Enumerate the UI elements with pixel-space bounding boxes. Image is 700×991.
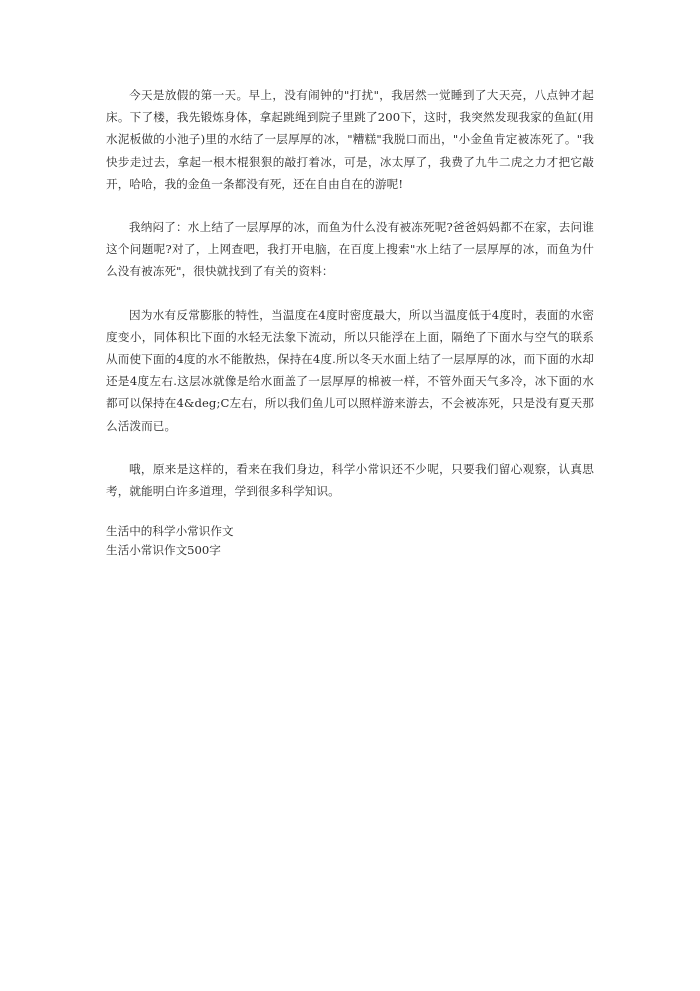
paragraph-4: 哦，原来是这样的，看来在我们身边，科学小常识还不少呢，只要我们留心观察，认真思考，就能明白许多道理，学到很多科学知识。 [106,461,594,499]
related-articles [106,522,594,560]
document-page [106,84,594,560]
related-article-2: 生活小常识作文500字 [106,543,221,558]
paragraph-1: 今天是放假的第一天。早上，没有闹钟的"打扰"，我居然一觉睡到了大天亮，八点钟才起床。下了楼，我先锻炼身体，拿起跳绳到院子里跳了200下，这时，我突然发现我家的鱼缸(用水泥板做的小池子)里的水结了一层厚厚的冰，"糟糕"我脱口而出，"小金鱼肯定被冻死了。"我快步走过去，拿起一根木棍狠狠的敲打着冰，可是，冰太厚了，我费了九牛二虎之力才把它敲开，哈哈，我的金鱼一条都没有死，还在自由自在的游呢! [106,88,594,191]
related-article-1: 生活中的科学小常识作文 [106,524,234,539]
paragraph-3: 因为水有反常膨胀的特性，当温度在4度时密度最大，所以当温度低于4度时，表面的水密度变小，同体积比下面的水轻无法象下流动，所以只能浮在上面，隔绝了下面水与空气的联系从而使下面的4度的水不能散热，保持在4度.所以冬天水面上结了一层厚厚的冰，而下面的水却还是4度左右.这层冰就像是给水面盖了一层厚厚的棉被一样，不管外面天气多冷，冰下面的水都可以保持在4&deg;C左右，所以我们鱼儿可以照样游来游去，不会被冻死，只是没有夏天那么活泼而已。 [106,307,594,433]
paragraph-2: 我纳闷了：水上结了一层厚厚的冰，而鱼为什么没有被冻死呢?爸爸妈妈都不在家，去问谁这个问题呢?对了，上网查吧，我打开电脑，在百度上搜索"水上结了一层厚厚的冰，而鱼为什么没有被冻死"，很快就找到了有关的资料： [106,220,594,279]
